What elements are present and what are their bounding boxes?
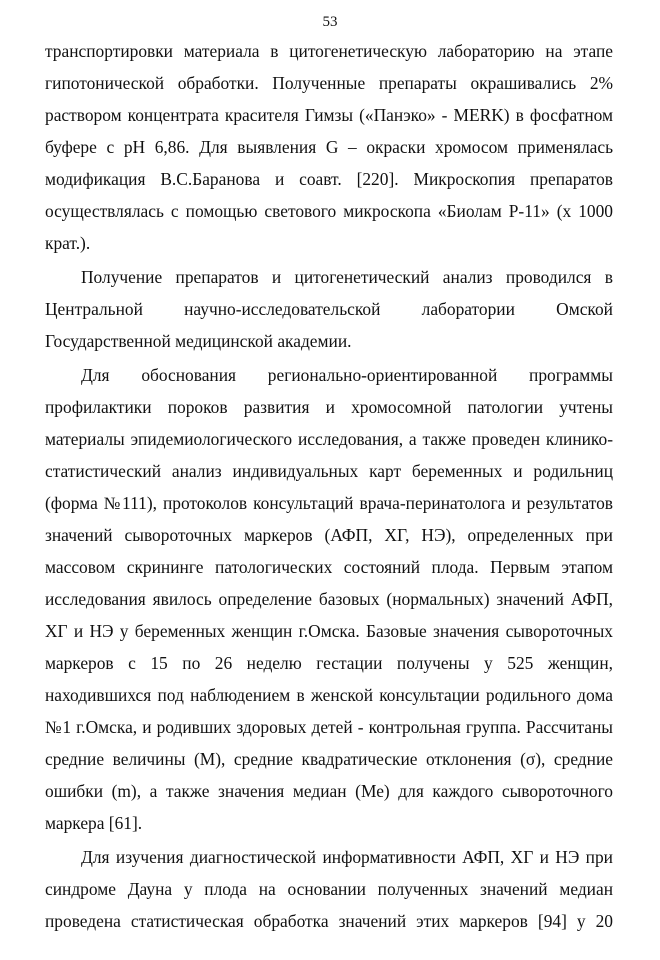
paragraph: Для изучения диагностической информативности АФП, ХГ и НЭ при синдроме Дауна у плода на основании полученных значений медиан проведена статистическая обработка значений этих маркеров [94] у 20 [45, 847, 613, 931]
paragraph: Для обоснования регионально-ориентированной программы профилактики пороков развития и хромосомной патологии учтены материалы эпидемиологического исследования, а также проведен клинико-статистический анализ индивидуальных карт беременных и родильниц (форма №111), протоколов консультаций врача-перинатолога и результатов значений сывороточных маркеров (АФП, ХГ, НЭ), определенных при массовом скрининге патологических состояний плода. Первым этапом исследования явилось определение базовых (нормальных) значений АФП, ХГ и НЭ у беременных женщин г.Омска. Базовые значения сывороточных маркеров с 15 по 26 неделю гестации получены у 525 женщин, находившихся под наблюдением в женской консультации родильного дома №1 г.Омска, и родивших здоровых детей - контрольная группа. Рассчитаны средние величины (М), средние квадратические отклонения (σ), средние ошибки (m), а также значения медиан (Ме) для каждого сывороточного маркера [61]. [45, 365, 613, 833]
paragraph: Получение препаратов и цитогенетический анализ проводился в Центральной научно-исследовательской лаборатории Омской Государственной медицинской академии. [45, 267, 613, 351]
body-text [45, 35, 613, 937]
paragraph: транспортировки материала в цитогенетическую лабораторию на этапе гипотонической обработки. Полученные препараты окрашивались 2% раствором концентрата красителя Гимзы («Панэко» - MERK) в фосфатном буфере с pH 6,86. Для выявления G – окраски хромосом применялась модификация В.С.Баранова и соавт. [220]. Микроскопия препаратов осуществлялась с помощью светового микроскопа «Биолам Р-11» (x 1000 крат.). [45, 41, 613, 253]
page-number: 53 [322, 14, 338, 30]
